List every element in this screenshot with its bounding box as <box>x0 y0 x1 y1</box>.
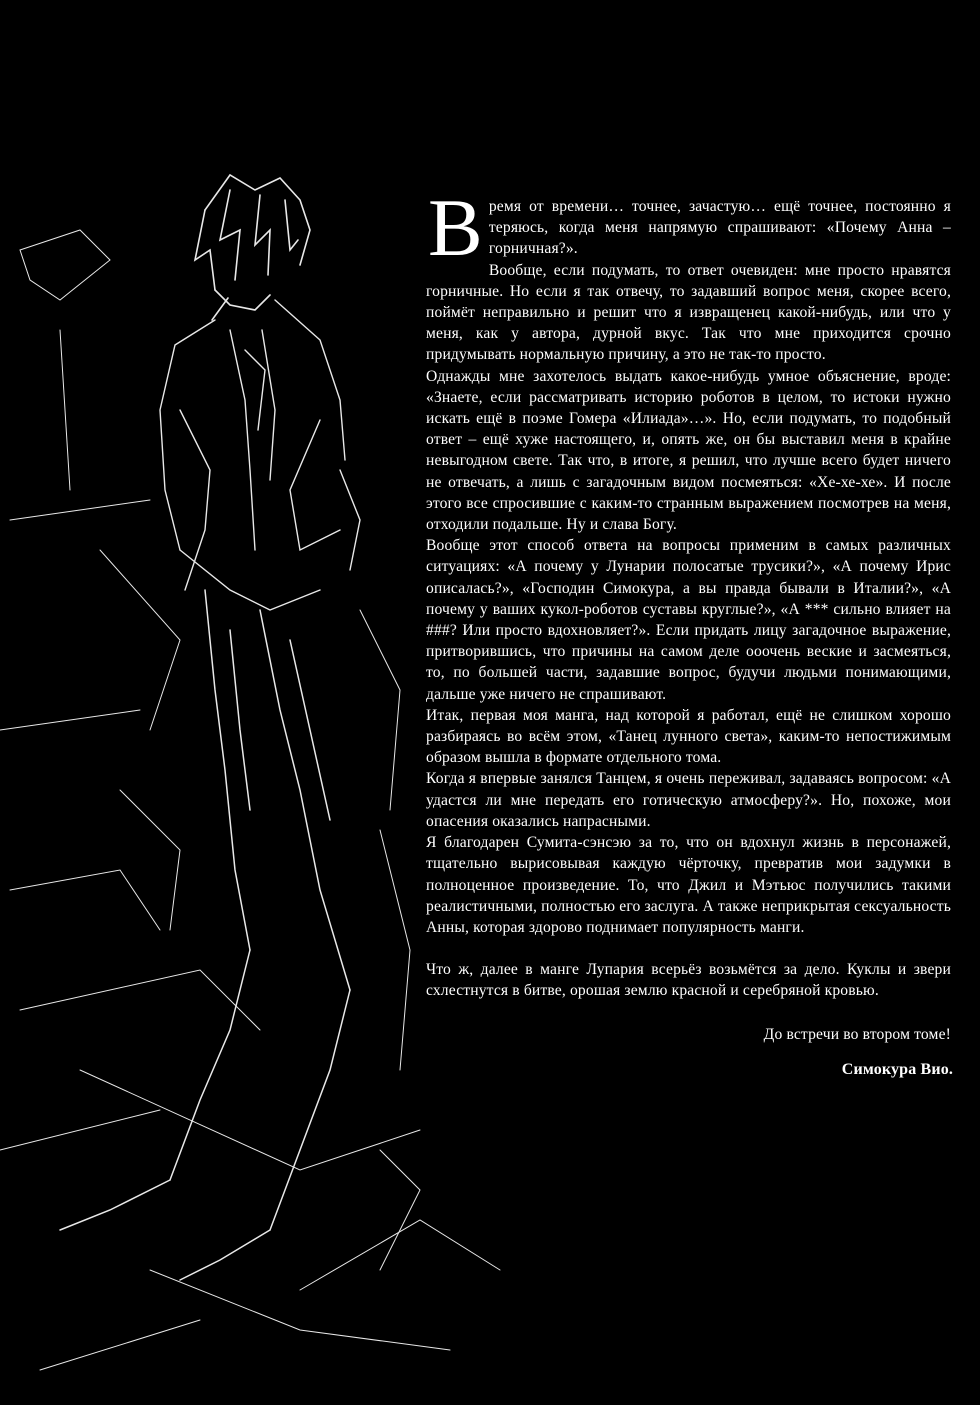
paragraph-spacer <box>426 938 951 959</box>
signoff: До встречи во втором томе! <box>763 1025 951 1043</box>
paragraph: Когда я впервые занялся Танцем, я очень переживал, задаваясь вопросом: «А удастся ли мне передать его готическую атмосферу?». Но, похоже, мои опасения оказались напрасными. <box>426 770 951 830</box>
afterword-text <box>426 182 953 1080</box>
paragraph: Итак, первая моя манга, над которой я работал, ещё не слишком хорошо разбираясь во всём этом, «Танец лунного света», каким-то непостижимым образом вышла в формате отдельного тома. <box>426 706 951 767</box>
paragraph-text: ремя от времени… точнее, зачастую… ещё точнее, постоянно я теряюсь, когда меня напрямую спрашивают: «Почему Анна – горничная?». <box>488 198 951 258</box>
paragraph-intro <box>426 182 951 273</box>
drop-cap: В <box>428 182 483 273</box>
paragraph: Вообще этот способ ответа на вопросы применим в самых различных ситуациях: «А почему у Лунарии полосатые трусики?», «А почему Ирис описалась?», «Господин Симокура, а вы правда бывали в Италии?», «А почему у ваших кукол-роботов суставы круглые?», «А *** сильно влияет на ###? Или просто вдохновляет?». Если придать лицу загадочное выражение, притворившись, что причины на самом деле ооочень веские и засмеяться, то, по большей части, задавшие вопрос, будучи людьми понимающими, дальше уже ничего не спрашивают. <box>426 537 951 703</box>
paragraph: Я благодарен Сумита-сэнсэю за то, что он вдохнул жизнь в персонажей, тщательно вырисовывая каждую чёрточку, превратив мои задумки в полноценное произведение. То, что Джил и Мэтьюс получились такими реалистичными, полностью его заслуга. А также неприкрытая сексуальность Анны, которая здорово поднимает популярность манги. <box>426 834 951 936</box>
paragraph: Однажды мне захотелось выдать какое-нибудь умное объяснение, вроде: «Знаете, если рассматривать историю роботов в целом, то истоки нужно искать ещё в поэме Гомера «Илиада»…». Но, если подумать, то подобный ответ – ещё хуже настоящего, и, опять же, он бы выставил меня в крайне невыгодном свете. Так что, в итоге, я решил, что лучше всего будет ничего не отвечать, а лишь с загадочным видом посмеяться: «Хе-хе-хе». И после этого все спросившие с каким-то странным выражением посмотрев на меня, отходили подальше. Ну и слава Богу. <box>426 367 951 534</box>
paragraph: Что ж, далее в манге Лупария всерьёз возьмётся за дело. Куклы и звери схлестнутся в битве, орошая землю красной и серебряной кровью. <box>426 961 951 1000</box>
author-signature: Симокура Вио. <box>841 1060 953 1078</box>
paragraph: Вообще, если подумать, то ответ очевиден: мне просто нравятся горничные. Но если я так отвечу, то задавший вопрос меня, скорее всего, поймёт неправильно и решит что я извращенец какой-нибудь, или что у меня, как у автора, дурной вкус. Так что мне приходится срочно придумывать нормальную причину, а это не так-то просто. <box>426 261 951 364</box>
